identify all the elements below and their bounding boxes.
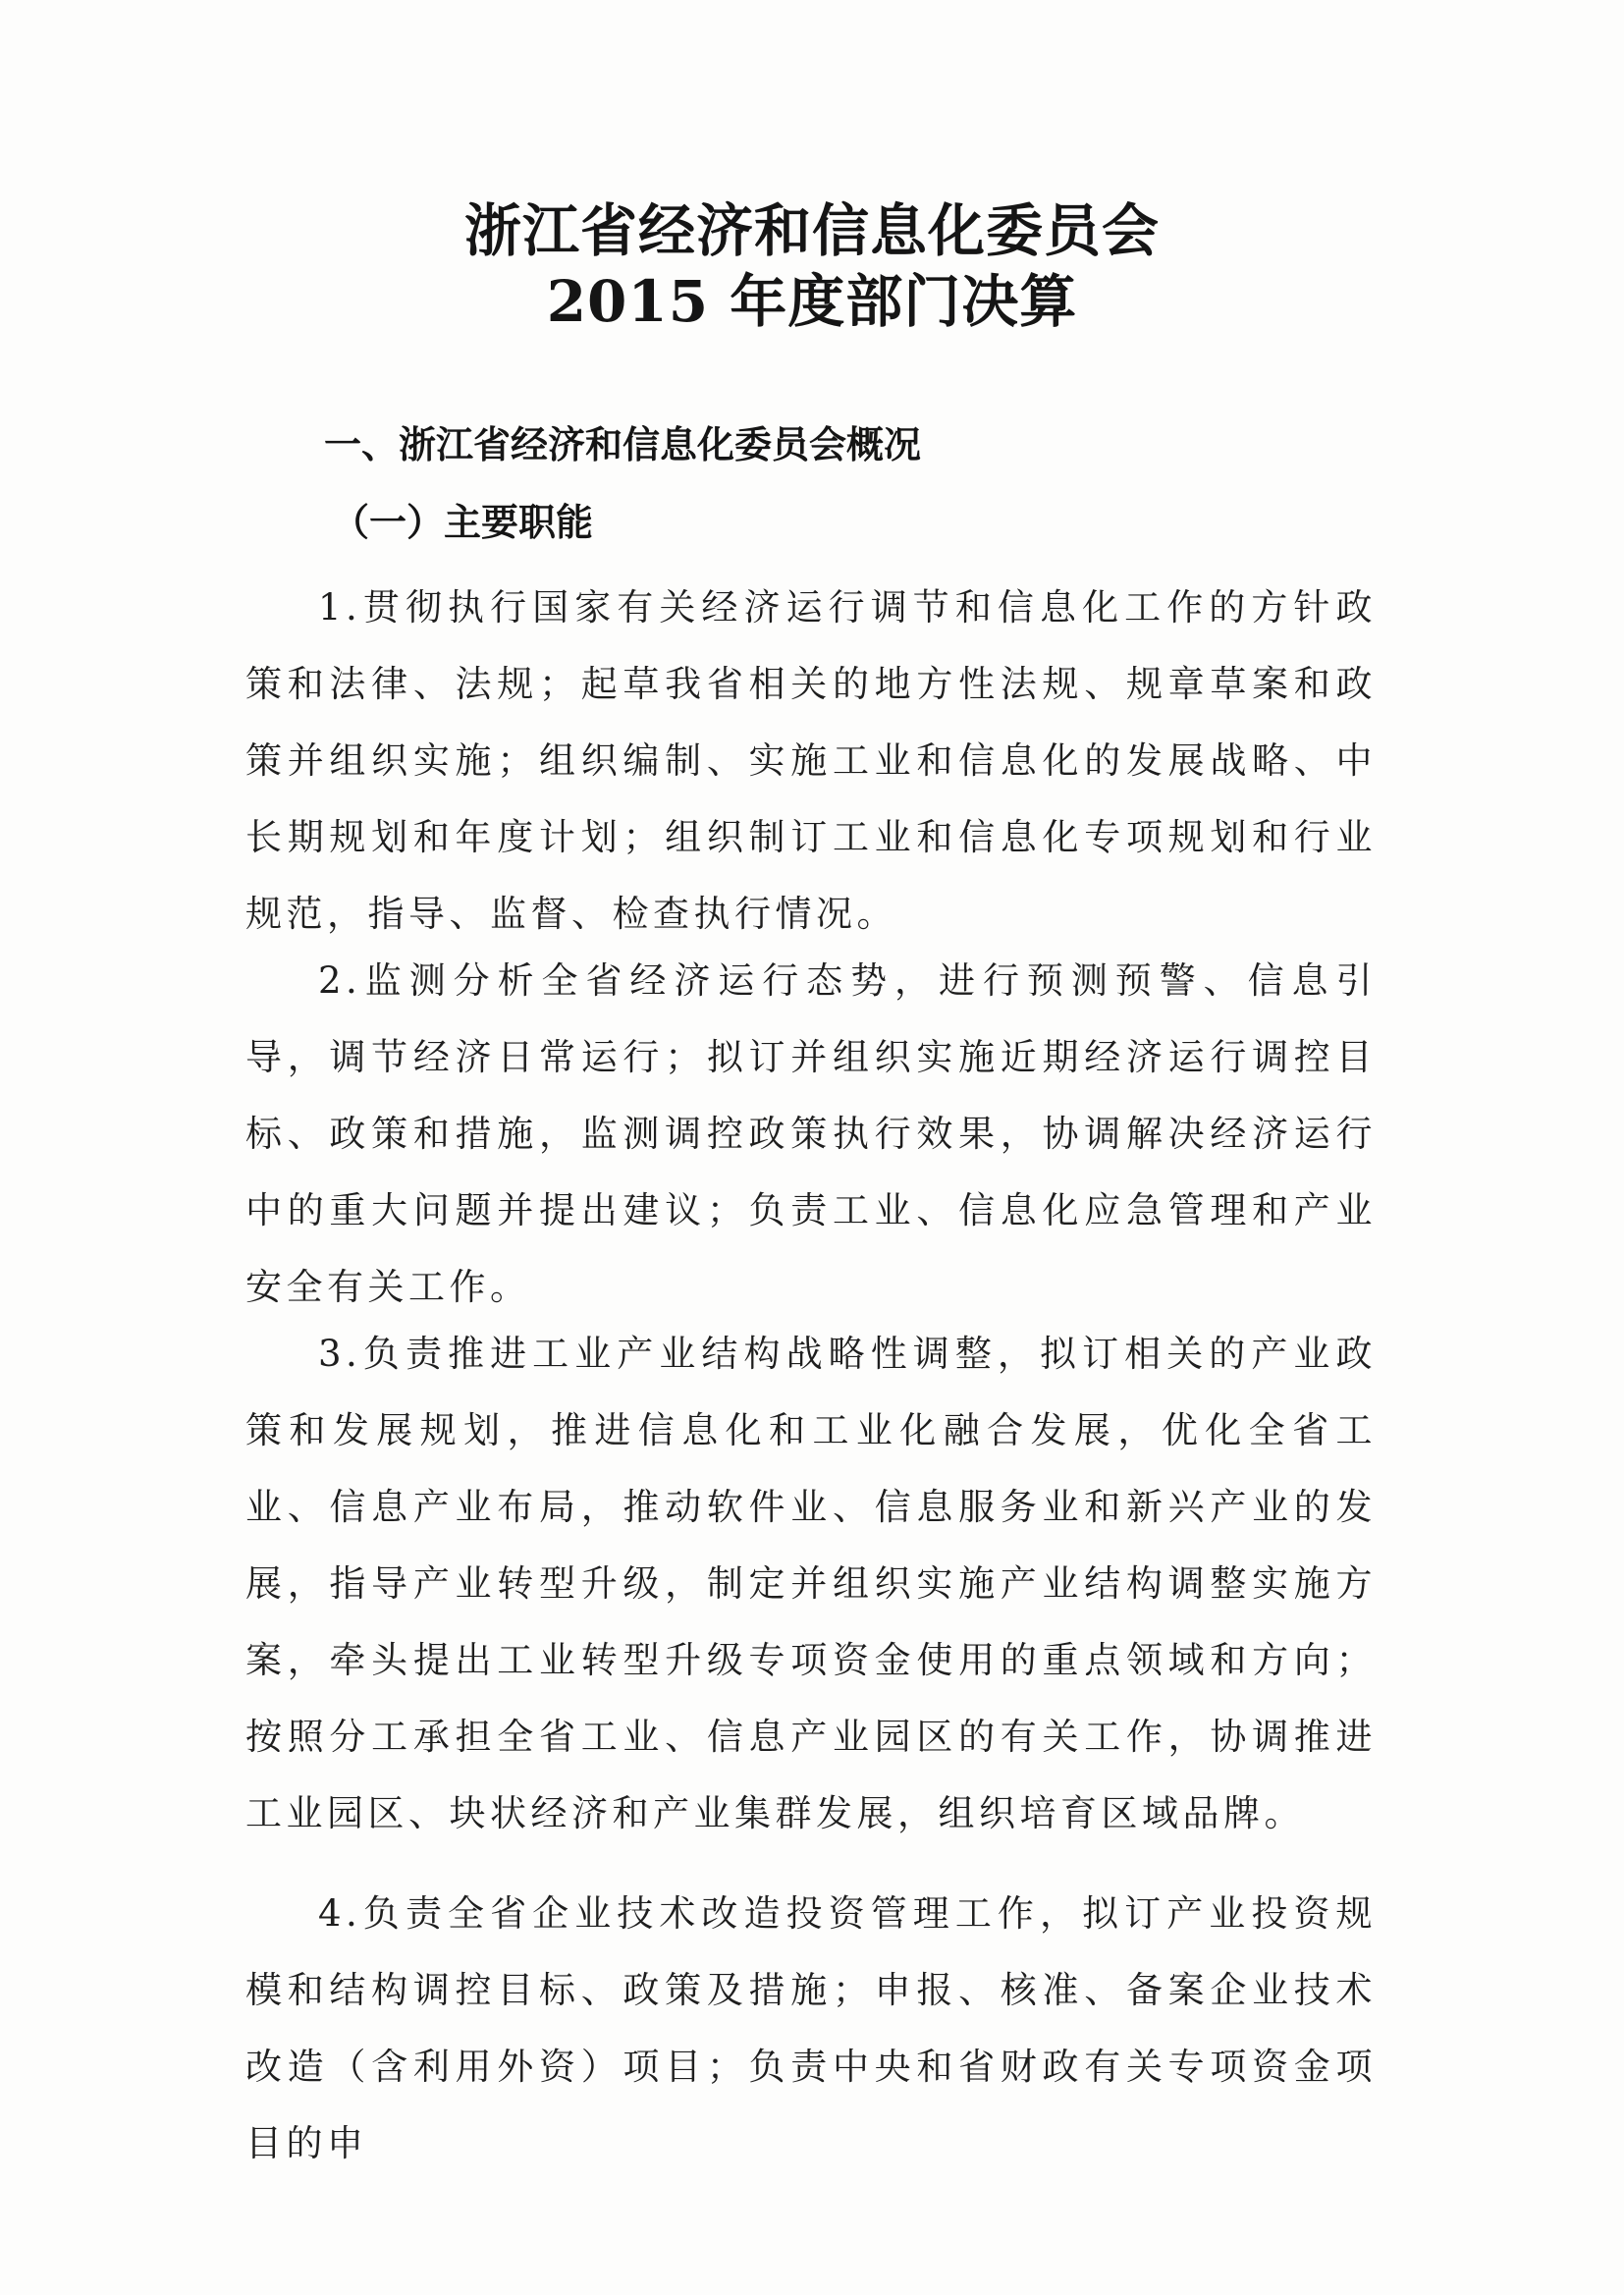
section-heading: 一、浙江省经济和信息化委员会概况 (324, 422, 922, 466)
subsection-heading: （一）主要职能 (332, 500, 594, 544)
paragraph-2: 2.监测分析全省经济运行态势，进行预测预警、信息引导，调节经济日常运行；拟订并组织实施近期经济运行调控目标、政策和措施，监测调控政策执行效果，协调解决经济运行中的重大问题并提出建议；负责工业、信息化应急管理和产业安全有关工作。 (245, 959, 1377, 1308)
paragraph-3: 3.负责推进工业产业结构战略性调整，拟订相关的产业政策和发展规划，推进信息化和工业化融合发展，优化全省工业、信息产业布局，推动软件业、信息服务业和新兴产业的发展，指导产业转型升级，制定并组织实施产业结构调整实施方案，牵头提出工业转型升级专项资金使用的重点领域和方向；按照分工承担全省工业、信息产业园区的有关工作，协调推进工业园区、块状经济和产业集群发展，组织培育区域品牌。 (245, 1333, 1377, 1834)
paragraph-4: 4.负责全省企业技术改造投资管理工作，拟订产业投资规模和结构调控目标、政策及措施；申报、核准、备案企业技术改造（含利用外资）项目；负责中央和省财政有关专项资金项目的申 (245, 1892, 1377, 2164)
paragraph-1: 1.贯彻执行国家有关经济运行调节和信息化工作的方针政策和法律、法规；起草我省相关的地方性法规、规章草案和政策并组织实施；组织编制、实施工业和信息化的发展战略、中长期规划和年度计划；组织制订工业和信息化专项规划和行业规范，指导、监督、检查执行情况。 (245, 586, 1377, 935)
document-title-line-1: 浙江省经济和信息化委员会 (463, 197, 1160, 264)
document-title-line-2: 2015 年度部门决算 (546, 268, 1078, 335)
